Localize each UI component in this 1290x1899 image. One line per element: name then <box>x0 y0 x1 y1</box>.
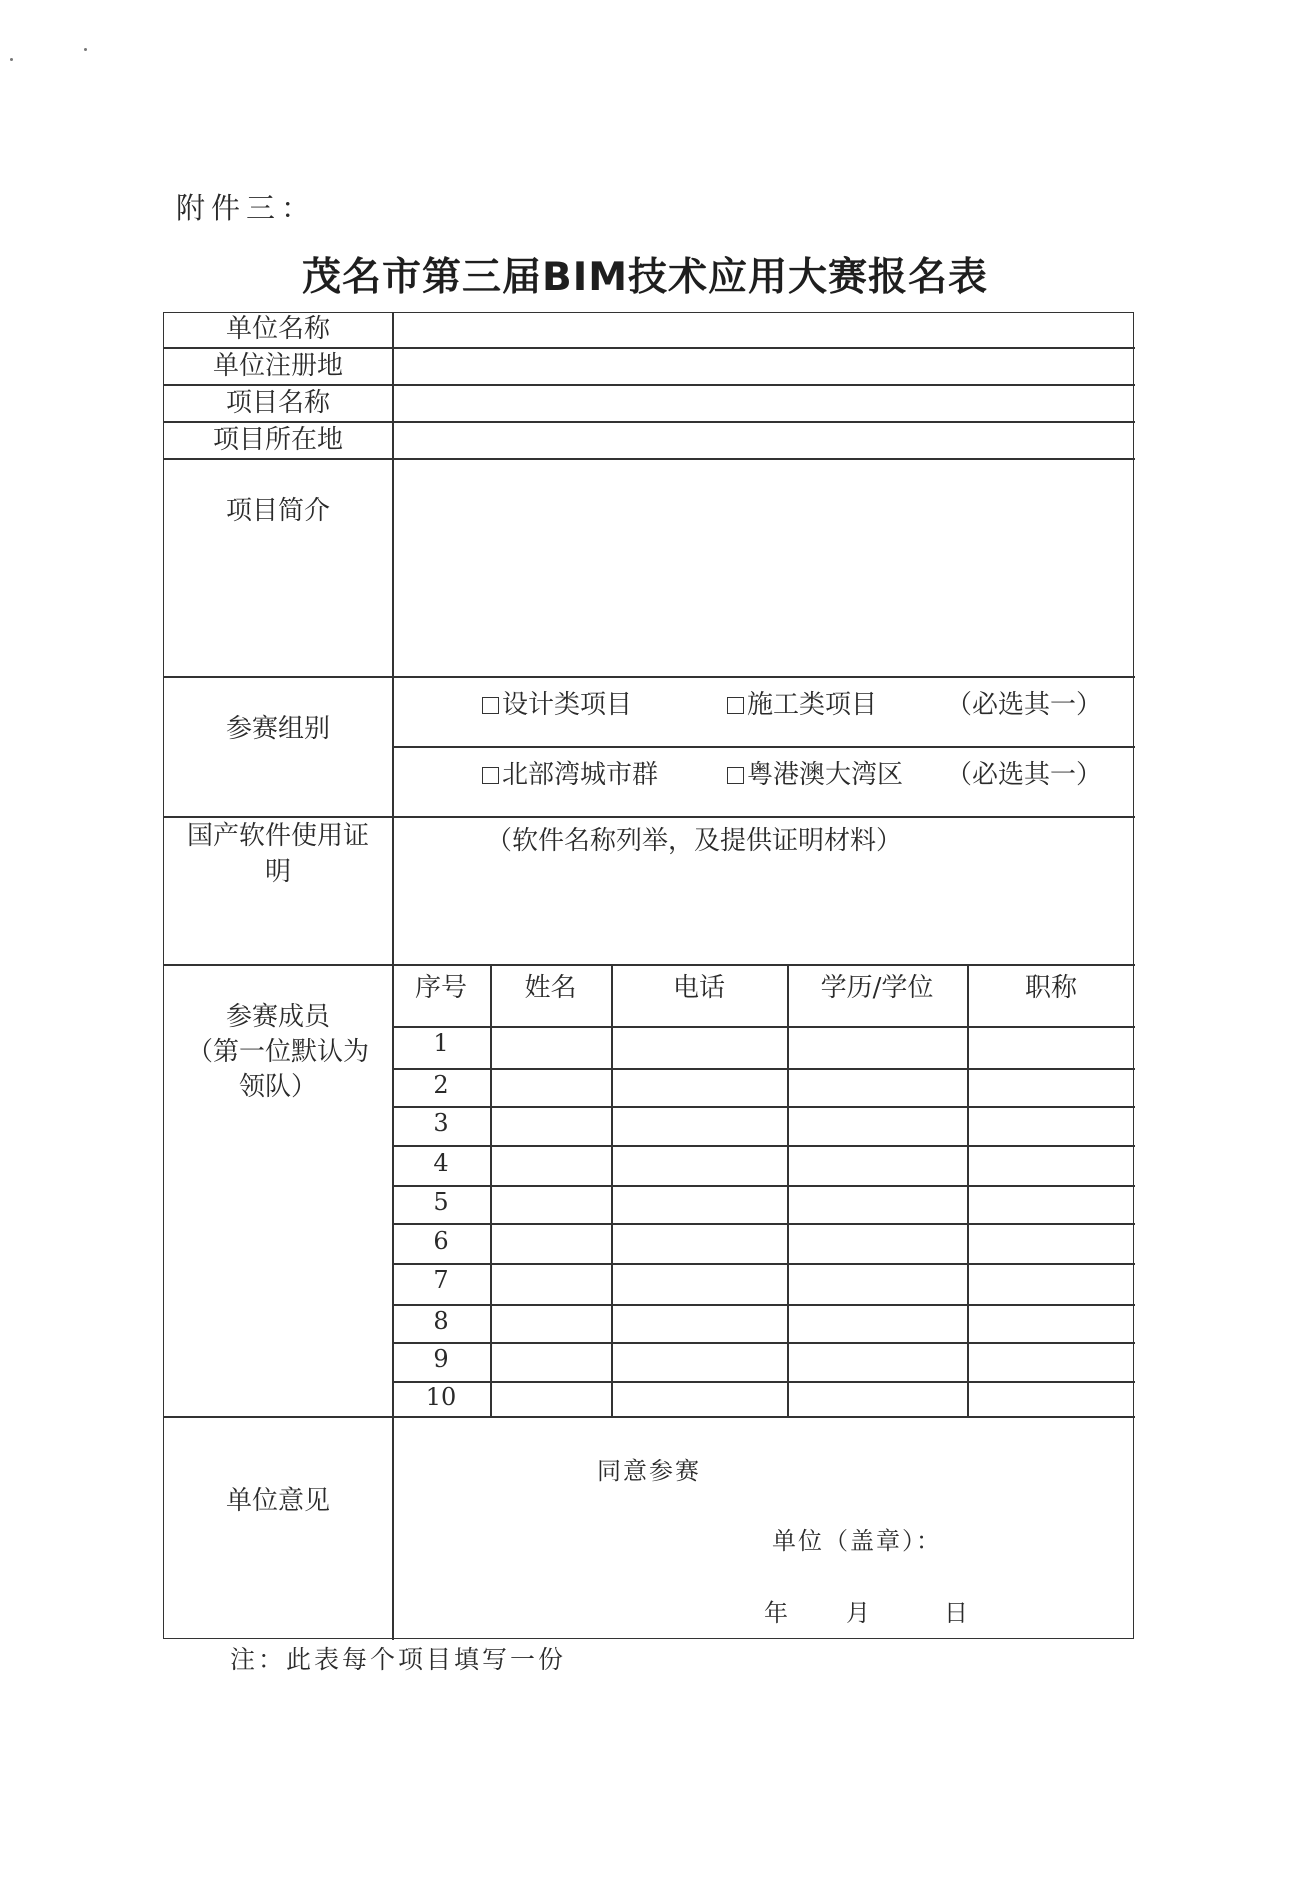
member-row-divider <box>392 1068 1135 1070</box>
scan-speck <box>84 48 87 51</box>
scan-speck <box>10 58 13 61</box>
member-col-divider <box>611 964 613 1416</box>
header-name: 姓名 <box>524 973 577 1003</box>
member-row-divider <box>392 1145 1135 1147</box>
checkbox-icon[interactable] <box>482 767 499 784</box>
row-divider <box>164 1416 1135 1418</box>
row-divider <box>164 458 1135 460</box>
member-row-number: 2 <box>433 1071 449 1099</box>
member-row-number: 1 <box>433 1029 449 1057</box>
row-divider <box>392 746 1135 748</box>
label-software-line2: 明 <box>264 857 291 887</box>
member-col-divider <box>967 964 969 1416</box>
header-phone: 电话 <box>672 973 725 1003</box>
opinion-agree: 同意参赛 <box>597 1457 701 1485</box>
group-option-gba[interactable]: 粤港澳大湾区 <box>727 754 903 791</box>
label-unit-registration: 单位注册地 <box>212 351 343 381</box>
member-row-divider <box>392 1185 1135 1187</box>
group-option-design[interactable]: 设计类项目 <box>482 684 632 721</box>
opinion-stamp: 单位（盖章）： <box>772 1527 942 1555</box>
opinion-year: 年 <box>764 1599 788 1627</box>
member-row-number: 6 <box>433 1227 449 1255</box>
member-row-number: 4 <box>433 1149 449 1177</box>
member-row-divider <box>392 1106 1135 1108</box>
member-row-divider <box>392 1342 1135 1344</box>
row-divider <box>164 676 1135 678</box>
opinion-month: 月 <box>846 1599 870 1627</box>
attachment-label: 附件三： <box>176 191 317 225</box>
member-row-number: 9 <box>433 1345 449 1373</box>
label-software-line1: 国产软件使用证 <box>186 821 369 851</box>
form-title: 茂名市第三届BIM技术应用大赛报名表 <box>301 255 989 300</box>
software-hint: （软件名称列举，及提供证明材料） <box>486 826 903 856</box>
label-members-line3: 领队） <box>238 1072 317 1102</box>
label-project-intro: 项目简介 <box>225 496 330 526</box>
member-col-divider <box>490 964 492 1416</box>
label-opinion: 单位意见 <box>225 1486 330 1516</box>
label-project-name: 项目名称 <box>225 388 330 418</box>
checkbox-icon[interactable] <box>482 697 499 714</box>
group-option-construction[interactable]: 施工类项目 <box>727 684 877 721</box>
member-row-number: 3 <box>433 1109 449 1137</box>
header-seq: 序号 <box>414 973 467 1003</box>
label-group: 参赛组别 <box>225 714 330 744</box>
label-project-location: 项目所在地 <box>212 425 343 455</box>
registration-form <box>163 312 1134 1639</box>
member-row-divider <box>392 1263 1135 1265</box>
group-note-1: （必选其一） <box>946 690 1103 720</box>
checkbox-icon[interactable] <box>727 697 744 714</box>
member-row-number: 7 <box>433 1266 449 1294</box>
member-row-number: 8 <box>433 1307 449 1335</box>
member-row-number: 10 <box>425 1383 457 1411</box>
group-note-2: （必选其一） <box>946 760 1103 790</box>
checkbox-icon[interactable] <box>727 767 744 784</box>
member-row-divider <box>392 1304 1135 1306</box>
opinion-day: 日 <box>944 1599 968 1627</box>
member-row-divider <box>392 1026 1135 1028</box>
group-option-beibuwan[interactable]: 北部湾城市群 <box>482 754 658 791</box>
label-unit-name: 单位名称 <box>225 314 330 344</box>
footnote: 注：此表每个项目填写一份 <box>230 1645 567 1674</box>
label-members-line2: （第一位默认为 <box>186 1037 369 1067</box>
member-row-divider <box>392 1381 1135 1383</box>
member-row-divider <box>392 1223 1135 1225</box>
row-divider <box>164 964 1135 966</box>
label-members-line1: 参赛成员 <box>225 1002 330 1032</box>
header-title: 职称 <box>1024 973 1077 1003</box>
member-col-divider <box>787 964 789 1416</box>
member-row-number: 5 <box>433 1188 449 1216</box>
header-education: 学历/学位 <box>820 973 934 1003</box>
